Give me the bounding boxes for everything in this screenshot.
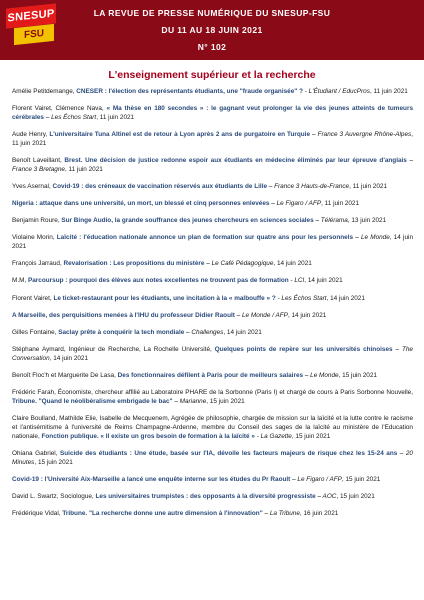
press-entry: [12, 295, 413, 304]
entry-date: , 11 juin 2021: [321, 200, 360, 208]
entry-date: , 14 juin 2021: [49, 354, 89, 362]
entry-source: – Le Monde / AFP: [234, 311, 288, 319]
press-entry: [12, 372, 413, 381]
entry-date: , 11 juin 2021: [64, 166, 103, 173]
article-link[interactable]: Fonction publique. « Il existe un gros besoin de formation à la laïcité »: [41, 432, 255, 440]
entry-source: – Le Monde: [303, 371, 339, 379]
entry-source: – Le Figaro / AFP: [269, 200, 322, 208]
article-link[interactable]: Nigeria : attaque dans une université, un mort, un blessé et cinq personnes enlevées: [12, 200, 270, 208]
press-entry: [12, 183, 413, 192]
entry-date: , 15 juin 2021: [291, 432, 331, 440]
article-link[interactable]: « Ma thèse en 180 secondes » : le gagnant veut prolonger la vie des jeunes atteints de tumeurs cérébrales: [12, 105, 413, 121]
entry-author: Amélie Petitdemange,: [12, 88, 77, 95]
press-entry: [12, 493, 413, 502]
entry-author: Florent Vairet,: [12, 294, 54, 302]
press-entry: [12, 329, 413, 338]
entry-author: Claire Boulland, Mathilde Elie, Isabelle de Mecquenem, Agrégée de philosophie, chargée de mission sur la laïcité et la lutte contre le racisme et l'antisémitisme à l'université de Reims Champagne-Ardenne, membre du Conseil des sages de la laïcité au ministère de l'Education nationale,: [12, 414, 413, 440]
article-link[interactable]: Suicide des étudiants : Une étude, basée sur l'IA, dévoile les facteurs majeurs de risque chez les 15-24 ans: [60, 449, 398, 457]
entry-source: – France 3 Bretagne: [12, 157, 413, 173]
entry-author: Gilles Fontaine,: [12, 328, 59, 336]
press-entry: [12, 200, 413, 209]
article-link[interactable]: Tribune. "Quand le néolibéralisme embrigade le bac": [12, 397, 173, 405]
press-entry: [12, 450, 413, 468]
entry-date: , 15 juin 2021: [336, 492, 375, 500]
entry-date: , 14 juin 2021: [287, 311, 327, 319]
article-link[interactable]: Sur Binge Audio, la grande souffrance des jeunes chercheurs en sciences sociales: [61, 217, 314, 225]
press-entry: [12, 157, 413, 175]
entry-date: , 16 juin 2021: [299, 510, 339, 518]
entry-date: , 11 juin 2021: [12, 131, 413, 147]
logo-text-bottom: FSU: [24, 27, 44, 42]
entry-source: – Le Café Pédagogique: [204, 260, 274, 268]
entry-source: – The Conversation: [12, 345, 413, 362]
header-banner: [0, 0, 424, 60]
entry-date: , 11 juin 2021: [349, 183, 387, 191]
entry-author: Ohiana Gabriel,: [12, 449, 61, 457]
entry-author: Yves Asernal,: [12, 183, 53, 191]
entry-source: – Le Figaro / AFP: [290, 475, 342, 483]
press-entry: [12, 476, 413, 485]
article-link[interactable]: Saclay prête à conquérir la tech mondiale: [58, 328, 185, 336]
entry-source: - Les Échos Start: [275, 294, 327, 302]
article-link[interactable]: CNESER : l'élection des représentants étudiants, une "fraude organisée" ?: [76, 88, 303, 95]
entry-author: David L. Swartz, Sociologue,: [12, 492, 96, 500]
press-entry: [12, 217, 413, 226]
entry-source: - L'Étudiant / EducPros: [303, 88, 370, 95]
press-entry: [12, 346, 413, 364]
press-entry: [12, 277, 413, 286]
review-dates: DU 11 AU 18 JUIN 2021: [161, 25, 263, 35]
entry-author: Violaine Morin,: [12, 234, 57, 242]
press-entry: [12, 415, 413, 442]
article-link[interactable]: Revalorisation : Les propositions du ministère: [63, 260, 205, 268]
article-link[interactable]: Covid-19 : des créneaux de vaccination réservés aux étudiants de Lille: [52, 183, 268, 191]
entry-source: – France 3 Auvergne Rhône-Alpes: [310, 131, 412, 139]
article-link[interactable]: Covid-19 : l'Université Aix-Marseille a lancé une enquête interne sur les études du Pr Raoult: [12, 475, 291, 483]
entry-source: - LCI: [288, 277, 305, 285]
entry-source: – Challenges: [184, 328, 224, 336]
entry-author: Aude Henry,: [12, 131, 50, 139]
entry-author: M.M,: [12, 277, 28, 285]
press-entry: [12, 105, 413, 123]
entry-date: , 15 juin 2021: [341, 475, 381, 483]
press-entry: [12, 131, 413, 149]
entry-author: Florent Vairet, Clémence Nava,: [12, 105, 107, 113]
entry-date: , 14 juin 2021: [12, 234, 413, 251]
article-link[interactable]: Les universitaires trumpistes : des opposants à la diversité progressiste: [95, 492, 316, 500]
entry-source: - La Gazette: [254, 432, 292, 440]
article-link[interactable]: Le ticket-restaurant pour les étudiants, une incitation à la « malbouffe » ?: [53, 294, 276, 302]
entry-source: – Marianne: [172, 397, 207, 405]
entry-author: Benoît Floc'h et Marguerite De Lasa,: [12, 371, 118, 379]
article-link[interactable]: Brest. Une décision de justice redonne espoir aux étudiants en médecine éliminés par leur épreuve d'anglais: [64, 157, 407, 165]
entry-author: Benoît Laveillant,: [12, 157, 65, 165]
entry-date: , 11 juin 2021: [369, 88, 408, 95]
article-link[interactable]: A Marseille, des perquisitions menées à l'IHU du professeur Didier Raoult: [12, 311, 235, 319]
entry-author: François Jarraud,: [12, 260, 64, 268]
entry-author: Benjamin Roure,: [12, 217, 62, 225]
logo-text-top: SNESUP: [7, 7, 55, 25]
entry-date: , 15 juin 2021: [338, 371, 377, 379]
article-link[interactable]: L'universitaire Tuna Altinel est de retour à Lyon après 2 ans de purgatoire en Turquie: [49, 131, 311, 139]
entry-source: – France 3 Hauts-de-France: [267, 183, 350, 191]
entry-source: – 20 Minutes: [12, 449, 413, 466]
section-title: L'enseignement supérieur et la recherche: [108, 69, 316, 81]
press-list: [12, 88, 413, 527]
entry-author: Frédéric Farah, Économiste, chercheur affilié au Laboratoire PHARE de la Sorbonne (Paris I) et chargé de cours à Paris Sorbonne Nouvelle,: [12, 388, 413, 396]
entry-author: Frédérique Vidal,: [12, 510, 63, 518]
press-entry: [12, 260, 413, 269]
entry-source: – AOC: [315, 492, 337, 500]
press-entry: [12, 88, 413, 97]
press-entry: [12, 312, 413, 321]
entry-source: – Les Échos Start: [43, 114, 97, 121]
entry-date: , 11 juin 2021: [96, 114, 135, 121]
issue-number: N° 102: [197, 42, 227, 52]
article-link[interactable]: Des fonctionnaires défilent à Paris pour de meilleurs salaires: [117, 371, 304, 379]
article-link[interactable]: Tribune. "La recherche donne une autre dimension à l'innovation": [62, 510, 263, 518]
entry-date: , 15 juin 2021: [206, 397, 245, 405]
entry-date: , 14 juin 2021: [223, 328, 262, 336]
press-entry: [12, 510, 413, 519]
entry-author: Stéphane Aymard, Ingénieur de Recherche, La Rochelle Université,: [12, 345, 215, 353]
entry-source: – Le Monde: [353, 234, 390, 242]
entry-source: – Télérama: [313, 217, 348, 225]
entry-date: , 14 juin 2021: [273, 260, 312, 268]
press-entry: [12, 234, 413, 252]
entry-date: , 14 juin 2021: [326, 294, 365, 302]
entry-date: , 15 juin 2021: [34, 458, 73, 466]
entry-date: , 13 juin 2021: [347, 217, 387, 225]
article-link[interactable]: Quelques points de repère sur les universités chinoises: [214, 345, 393, 353]
entry-source: – La Tribune: [262, 510, 300, 518]
article-link[interactable]: Laïcité : l'éducation nationale annonce un plan de formation sur quatre ans pour les personnels: [56, 234, 354, 242]
review-title: LA REVUE DE PRESSE NUMÉRIQUE DU SNESUP-FSU: [93, 8, 331, 18]
press-entry: [12, 389, 413, 407]
article-link[interactable]: Parcoursup : pourquoi des élèves aux notes excellentes ne trouvent pas de formation: [27, 277, 289, 285]
entry-date: , 14 juin 2021: [304, 277, 343, 285]
